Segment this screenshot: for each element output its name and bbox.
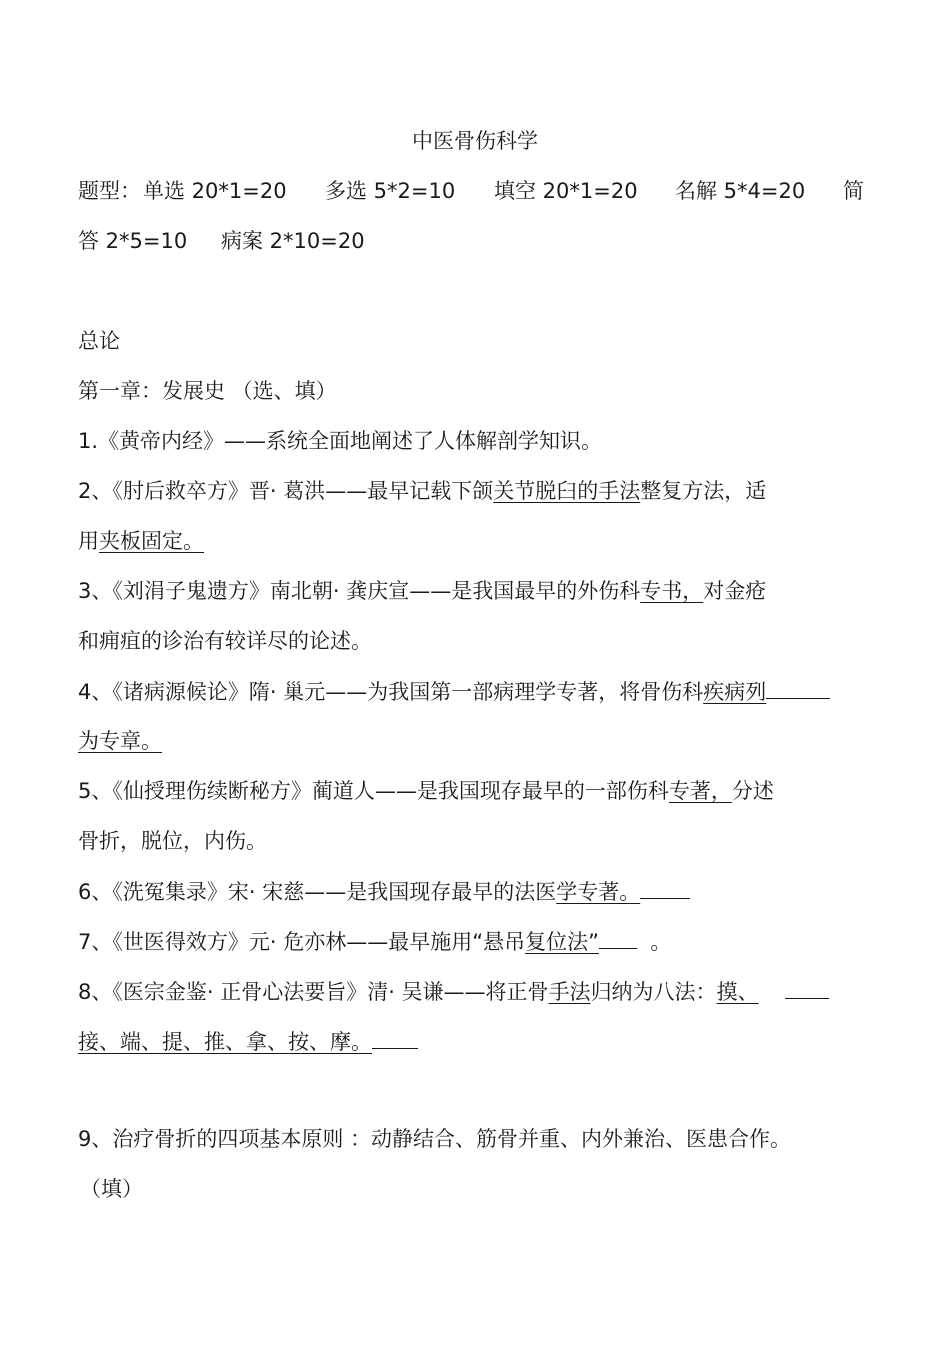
list-item-3 <box>78 576 766 606</box>
question-type-case: 病案 2*10=20 <box>221 229 365 253</box>
list-item-4 <box>78 676 830 707</box>
question-type-multiple: 多选 5*2=10 <box>325 179 456 203</box>
list-item-5-text-b: 分述 <box>731 779 774 803</box>
list-item-8 <box>78 976 829 1007</box>
list-item-3-cont: 和痈疽的诊治有较详尽的论述。 <box>78 629 372 653</box>
list-item-7-text-b: 。 <box>650 930 672 954</box>
question-type-single: 单选 20*1=20 <box>143 179 287 203</box>
document-title: 中医骨伤科学 <box>412 129 538 153</box>
list-item-8-text-b: 归纳为八法： <box>590 980 717 1004</box>
list-item-9-note: （填） <box>80 1177 143 1201</box>
list-item-5-text: 5、《仙授理伤续断秘方》蔺道人——是我国现存最早的一部伤科 <box>78 779 669 803</box>
list-item-6-underlined: 学专著。 <box>556 880 641 904</box>
section-heading: 总论 <box>78 329 120 353</box>
list-item-3-text: 3、《刘涓子鬼遗方》南北朝· 龚庆宣——是我国最早的外伤科 <box>78 579 641 603</box>
question-type-short-start: 简 <box>843 179 864 203</box>
list-item-1: 1.《黄帝内经》——系统全面地阐述了人体解剖学知识。 <box>78 429 603 453</box>
list-item-9: 9、治疗骨折的四项基本原则 ：动静结合、筋骨并重、内外兼治、医患合作。 <box>78 1127 792 1151</box>
list-item-8-cont <box>78 1026 418 1057</box>
list-item-4-underlined-b: 为专章。 <box>78 729 162 753</box>
list-item-4-text: 4、《诸病源候论》隋· 巢元——为我国第一部病理学专著，将骨伤科 <box>78 680 704 704</box>
question-type-term: 名解 5*4=20 <box>675 179 806 203</box>
list-item-2-underlined: 关节脱臼的手法 <box>493 479 641 503</box>
list-item-7-blank <box>599 926 637 949</box>
list-item-8-underlined-b: 摸、 <box>716 980 759 1004</box>
chapter-heading: 第一章：发展史 （选、填） <box>78 379 337 403</box>
list-item-8-blank <box>785 976 829 999</box>
list-item-4-blank <box>766 676 830 699</box>
list-item-8-text: 8、《医宗金鉴· 正骨心法要旨》清· 吴谦——将正骨 <box>78 980 549 1004</box>
list-item-5-cont: 骨折，脱位，内伤。 <box>78 829 267 853</box>
list-item-3-underlined: 专书， <box>640 579 704 603</box>
list-item-7 <box>78 926 671 957</box>
question-types-label: 题型： <box>78 179 141 203</box>
list-item-2-text: 2、《肘后救卒方》晋· 葛洪——最早记载下颌 <box>78 479 494 503</box>
list-item-7-text: 7、《世医得效方》元· 危亦林——最早施用“悬吊 <box>78 930 526 954</box>
list-item-8-underlined: 手法 <box>548 980 591 1004</box>
list-item-3-text-b: 对金疮 <box>703 579 767 603</box>
list-item-5-underlined: 专著， <box>668 779 732 803</box>
list-item-6 <box>78 876 690 907</box>
list-item-2 <box>78 476 766 506</box>
list-item-2-text-b: 整复方法，适 <box>640 479 767 503</box>
question-type-fill: 填空 20*1=20 <box>494 179 638 203</box>
list-item-7-underlined: 复位法” <box>525 930 599 954</box>
list-item-4-cont <box>78 726 162 756</box>
list-item-2-text-c: 用 <box>78 529 99 553</box>
list-item-8-blank-b <box>372 1026 418 1049</box>
list-item-4-underlined: 疾病列 <box>703 680 767 704</box>
list-item-5 <box>78 776 774 806</box>
list-item-2-cont <box>78 526 204 556</box>
question-type-short: 答 2*5=10 <box>78 229 188 253</box>
list-item-2-underlined-b: 夹板固定。 <box>99 529 204 553</box>
list-item-8-underlined-c: 接、端、提、推、拿、按、摩。 <box>78 1030 372 1054</box>
list-item-6-blank <box>640 876 690 899</box>
list-item-6-text: 6、《洗冤集录》宋· 宋慈——是我国现存最早的法医 <box>78 880 557 904</box>
